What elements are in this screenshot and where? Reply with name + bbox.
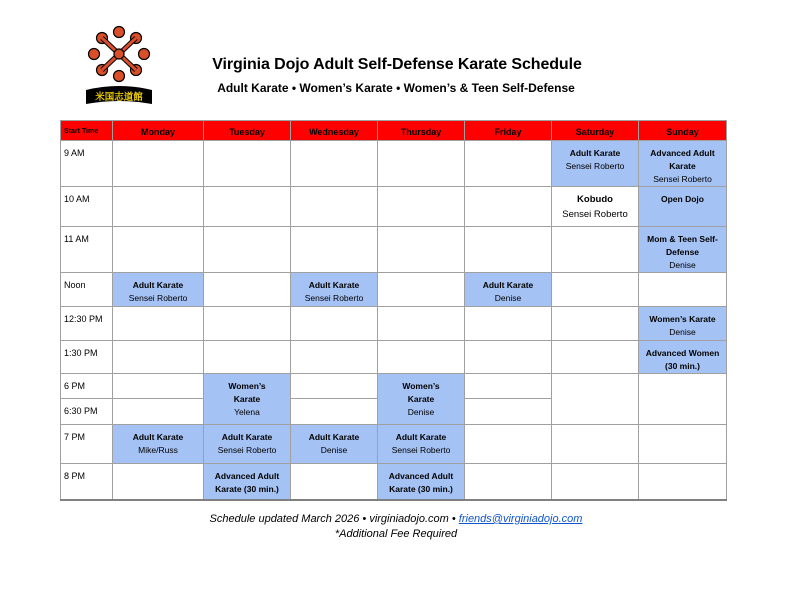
- class-cell: [552, 141, 639, 187]
- class-cell: [378, 374, 465, 425]
- empty-cell: [465, 227, 552, 273]
- empty-cell: [639, 425, 727, 464]
- empty-cell: [113, 341, 204, 374]
- class-name: Adult Karate: [132, 432, 184, 442]
- class-cell: [204, 425, 291, 464]
- table-row: [61, 464, 727, 500]
- table-row: [61, 307, 727, 341]
- class-cell: [639, 227, 727, 273]
- class-name: Kobudo: [577, 194, 613, 205]
- schedule-table: [60, 120, 727, 501]
- empty-cell: [465, 374, 552, 399]
- table-row: [61, 141, 727, 187]
- class-name: Advanced Adult Karate (30 min.): [214, 471, 280, 494]
- class-cell: [113, 273, 204, 307]
- empty-cell: [113, 464, 204, 500]
- class-cell: [465, 273, 552, 307]
- time-cell: 1:30 PM: [61, 341, 113, 374]
- empty-cell: [552, 374, 639, 425]
- empty-cell: [291, 374, 378, 399]
- empty-cell: [291, 307, 378, 341]
- footer-note: *Additional Fee Required: [334, 528, 458, 540]
- table-row: [61, 227, 727, 273]
- empty-cell: [639, 273, 727, 307]
- empty-cell: [113, 399, 204, 425]
- class-cell: [204, 464, 291, 500]
- empty-cell: [291, 464, 378, 500]
- class-instructor: Sensei Roberto: [391, 445, 451, 455]
- page-title: Virginia Dojo Adult Self-Defense Karate Schedule: [212, 56, 582, 73]
- email-link[interactable]: friends@virginiadojo.com: [458, 513, 583, 525]
- time-cell: 6 PM: [61, 374, 113, 399]
- page-subtitle: Adult Karate • Women’s Karate • Women’s & Teen Self-Defense: [217, 81, 575, 95]
- col-header-monday: Monday: [113, 121, 204, 141]
- empty-cell: [113, 227, 204, 273]
- class-cell: [291, 425, 378, 464]
- time-cell: 11 AM: [61, 227, 113, 273]
- class-name: Advanced Women (30 min.): [645, 348, 720, 371]
- empty-cell: [204, 141, 291, 187]
- class-name: Adult Karate: [308, 432, 360, 442]
- empty-cell: [465, 399, 552, 425]
- empty-cell: [291, 187, 378, 227]
- empty-cell: [378, 187, 465, 227]
- class-instructor: Mike/Russ: [138, 445, 178, 455]
- class-name: Adult Karate: [482, 280, 534, 290]
- class-instructor: Denise: [320, 445, 348, 455]
- empty-cell: [378, 141, 465, 187]
- class-name: Advanced Adult Karate (30 min.): [388, 471, 454, 494]
- class-cell: [639, 187, 727, 227]
- time-cell: Noon: [61, 273, 113, 307]
- empty-cell: [291, 341, 378, 374]
- empty-cell: [204, 307, 291, 341]
- empty-cell: [465, 187, 552, 227]
- empty-cell: [378, 227, 465, 273]
- table-row: [61, 341, 727, 374]
- class-instructor: Sensei Roberto: [562, 209, 628, 220]
- class-cell: [552, 187, 639, 227]
- footer-updated-text: Schedule updated March 2026 • virginiadojo.com •: [209, 513, 459, 525]
- class-name: Adult Karate: [132, 280, 184, 290]
- empty-cell: [465, 464, 552, 500]
- class-cell: [378, 464, 465, 500]
- class-instructor: Sensei Roberto: [653, 174, 712, 184]
- class-instructor: Sensei Roberto: [304, 293, 364, 303]
- time-cell: 6:30 PM: [61, 399, 113, 425]
- time-cell: 10 AM: [61, 187, 113, 227]
- class-instructor: Denise: [669, 260, 696, 270]
- empty-cell: [378, 307, 465, 341]
- class-name: Women’s Karate: [228, 381, 266, 404]
- empty-cell: [204, 273, 291, 307]
- col-header-sunday: Sunday: [639, 121, 727, 141]
- col-header-thursday: Thursday: [378, 121, 465, 141]
- empty-cell: [465, 141, 552, 187]
- empty-cell: [465, 341, 552, 374]
- empty-cell: [113, 187, 204, 227]
- class-cell: [639, 341, 727, 374]
- class-cell: [291, 273, 378, 307]
- empty-cell: [552, 307, 639, 341]
- class-name: Adult Karate: [395, 432, 447, 442]
- class-cell: [204, 374, 291, 425]
- footer-updated: [0, 513, 792, 525]
- class-instructor: Denise: [669, 327, 696, 337]
- empty-cell: [204, 187, 291, 227]
- empty-cell: [204, 341, 291, 374]
- table-row: [61, 187, 727, 227]
- class-name: Women’s Karate: [649, 314, 716, 324]
- empty-cell: [378, 273, 465, 307]
- class-instructor: Sensei Roberto: [128, 293, 188, 303]
- empty-cell: [291, 399, 378, 425]
- empty-cell: [291, 227, 378, 273]
- header-row: [61, 121, 727, 141]
- empty-cell: [204, 227, 291, 273]
- class-cell: [378, 425, 465, 464]
- empty-cell: [552, 425, 639, 464]
- class-cell: [113, 425, 204, 464]
- class-instructor: Yelena: [234, 407, 260, 417]
- time-cell: 8 PM: [61, 464, 113, 500]
- class-instructor: Sensei Roberto: [565, 161, 625, 171]
- empty-cell: [465, 425, 552, 464]
- empty-cell: [552, 227, 639, 273]
- time-cell: 9 AM: [61, 141, 113, 187]
- logo-text: 米国志道館: [95, 92, 143, 103]
- class-name: Mom & Teen Self-Defense: [647, 234, 718, 257]
- table-row: [61, 273, 727, 307]
- col-header-wednesday: Wednesday: [291, 121, 378, 141]
- col-header-saturday: Saturday: [552, 121, 639, 141]
- class-name: Women’s Karate: [402, 381, 440, 404]
- class-instructor: Denise: [407, 407, 435, 417]
- empty-cell: [113, 374, 204, 399]
- empty-cell: [552, 464, 639, 500]
- empty-cell: [552, 341, 639, 374]
- class-cell: [639, 141, 727, 187]
- class-name: Adult Karate: [308, 280, 360, 290]
- class-instructor: Sensei Roberto: [217, 445, 277, 455]
- time-cell: 12:30 PM: [61, 307, 113, 341]
- col-header-start-time: Start Time: [61, 121, 113, 141]
- class-name: Open Dojo: [661, 194, 704, 204]
- class-name: Adult Karate: [221, 432, 273, 442]
- time-cell: 7 PM: [61, 425, 113, 464]
- empty-cell: [639, 464, 727, 500]
- class-instructor: Denise: [494, 293, 522, 303]
- table-row: [61, 425, 727, 464]
- class-cell: [639, 307, 727, 341]
- empty-cell: [113, 141, 204, 187]
- empty-cell: [465, 307, 552, 341]
- class-name: Adult Karate: [569, 148, 621, 158]
- empty-cell: [378, 341, 465, 374]
- empty-cell: [113, 307, 204, 341]
- empty-cell: [639, 374, 727, 425]
- class-name: Advanced Adult Karate: [650, 148, 715, 171]
- empty-cell: [291, 141, 378, 187]
- table-row: [61, 374, 727, 399]
- col-header-friday: Friday: [465, 121, 552, 141]
- empty-cell: [552, 273, 639, 307]
- col-header-tuesday: Tuesday: [204, 121, 291, 141]
